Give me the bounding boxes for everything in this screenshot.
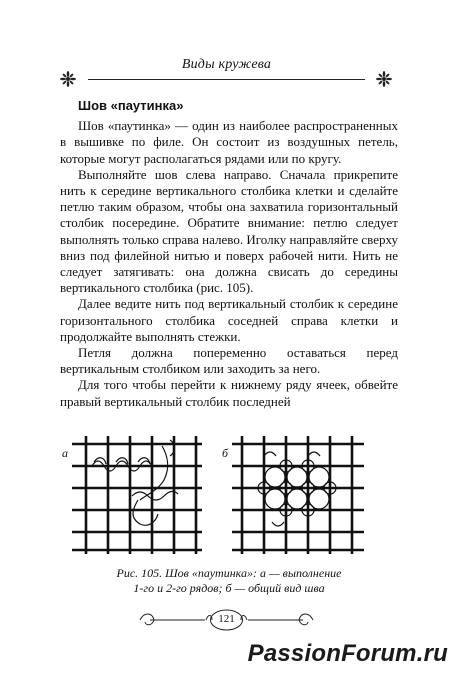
figure-label-a: а <box>62 446 68 460</box>
paragraph: Далее ведите нить под вертикальный столбик к середине горизонтального столбика соседней справа клетки и продолжайте выполнять стежки. <box>60 296 398 344</box>
header-title: Виды кружева <box>181 57 272 72</box>
running-header <box>0 52 453 92</box>
section-heading: Шов «паутинка» <box>78 98 184 113</box>
page-number: 121 <box>218 613 235 625</box>
body-text <box>60 96 398 410</box>
paragraph: Для того чтобы перейти к нижнему ряду ячеек, обвейте правый вертикальный столбик последней <box>60 377 398 409</box>
caption-line-2: 1-го и 2-го рядов; б — общий вид шва <box>133 581 325 595</box>
paragraph: Петля должна попеременно оставаться перед вертикальным столбиком или заходить за него. <box>60 345 398 377</box>
figure-caption <box>60 566 398 596</box>
page-number-ornament <box>130 606 323 634</box>
figure-label-b: б <box>222 446 229 460</box>
figure-b-net-stitch <box>232 436 364 554</box>
paragraph: Шов «паутинка» — один из наиболее распространенных в вышивке по филе. Он состоит из воздушных петель, которые могут располагаться рядами или по кругу. <box>60 118 398 166</box>
watermark: PassionForum.ru <box>247 640 448 667</box>
header-rule <box>88 79 365 80</box>
caption-line-1: Рис. 105. Шов «паутинка»: а — выполнение <box>116 566 342 580</box>
figure-a-net-stitch <box>72 436 202 554</box>
paragraph: Выполняйте шов слева направо. Сначала прикрепите нить к середине вертикального столбика клетки и сделайте петлю таким образом, чтобы она захватила горизонтальный столбик посередине. Обратите внимание: петлю следует выполнять только справа налево. Иголку направляйте сверху вниз под филейной нитью и поверх рабочей нити. Нить не следует затягивать: она должна свисать до середины вертикального столбика (рис. 105). <box>60 166 398 296</box>
flower-ornament-icon <box>376 71 392 87</box>
flower-ornament-icon <box>60 71 76 87</box>
